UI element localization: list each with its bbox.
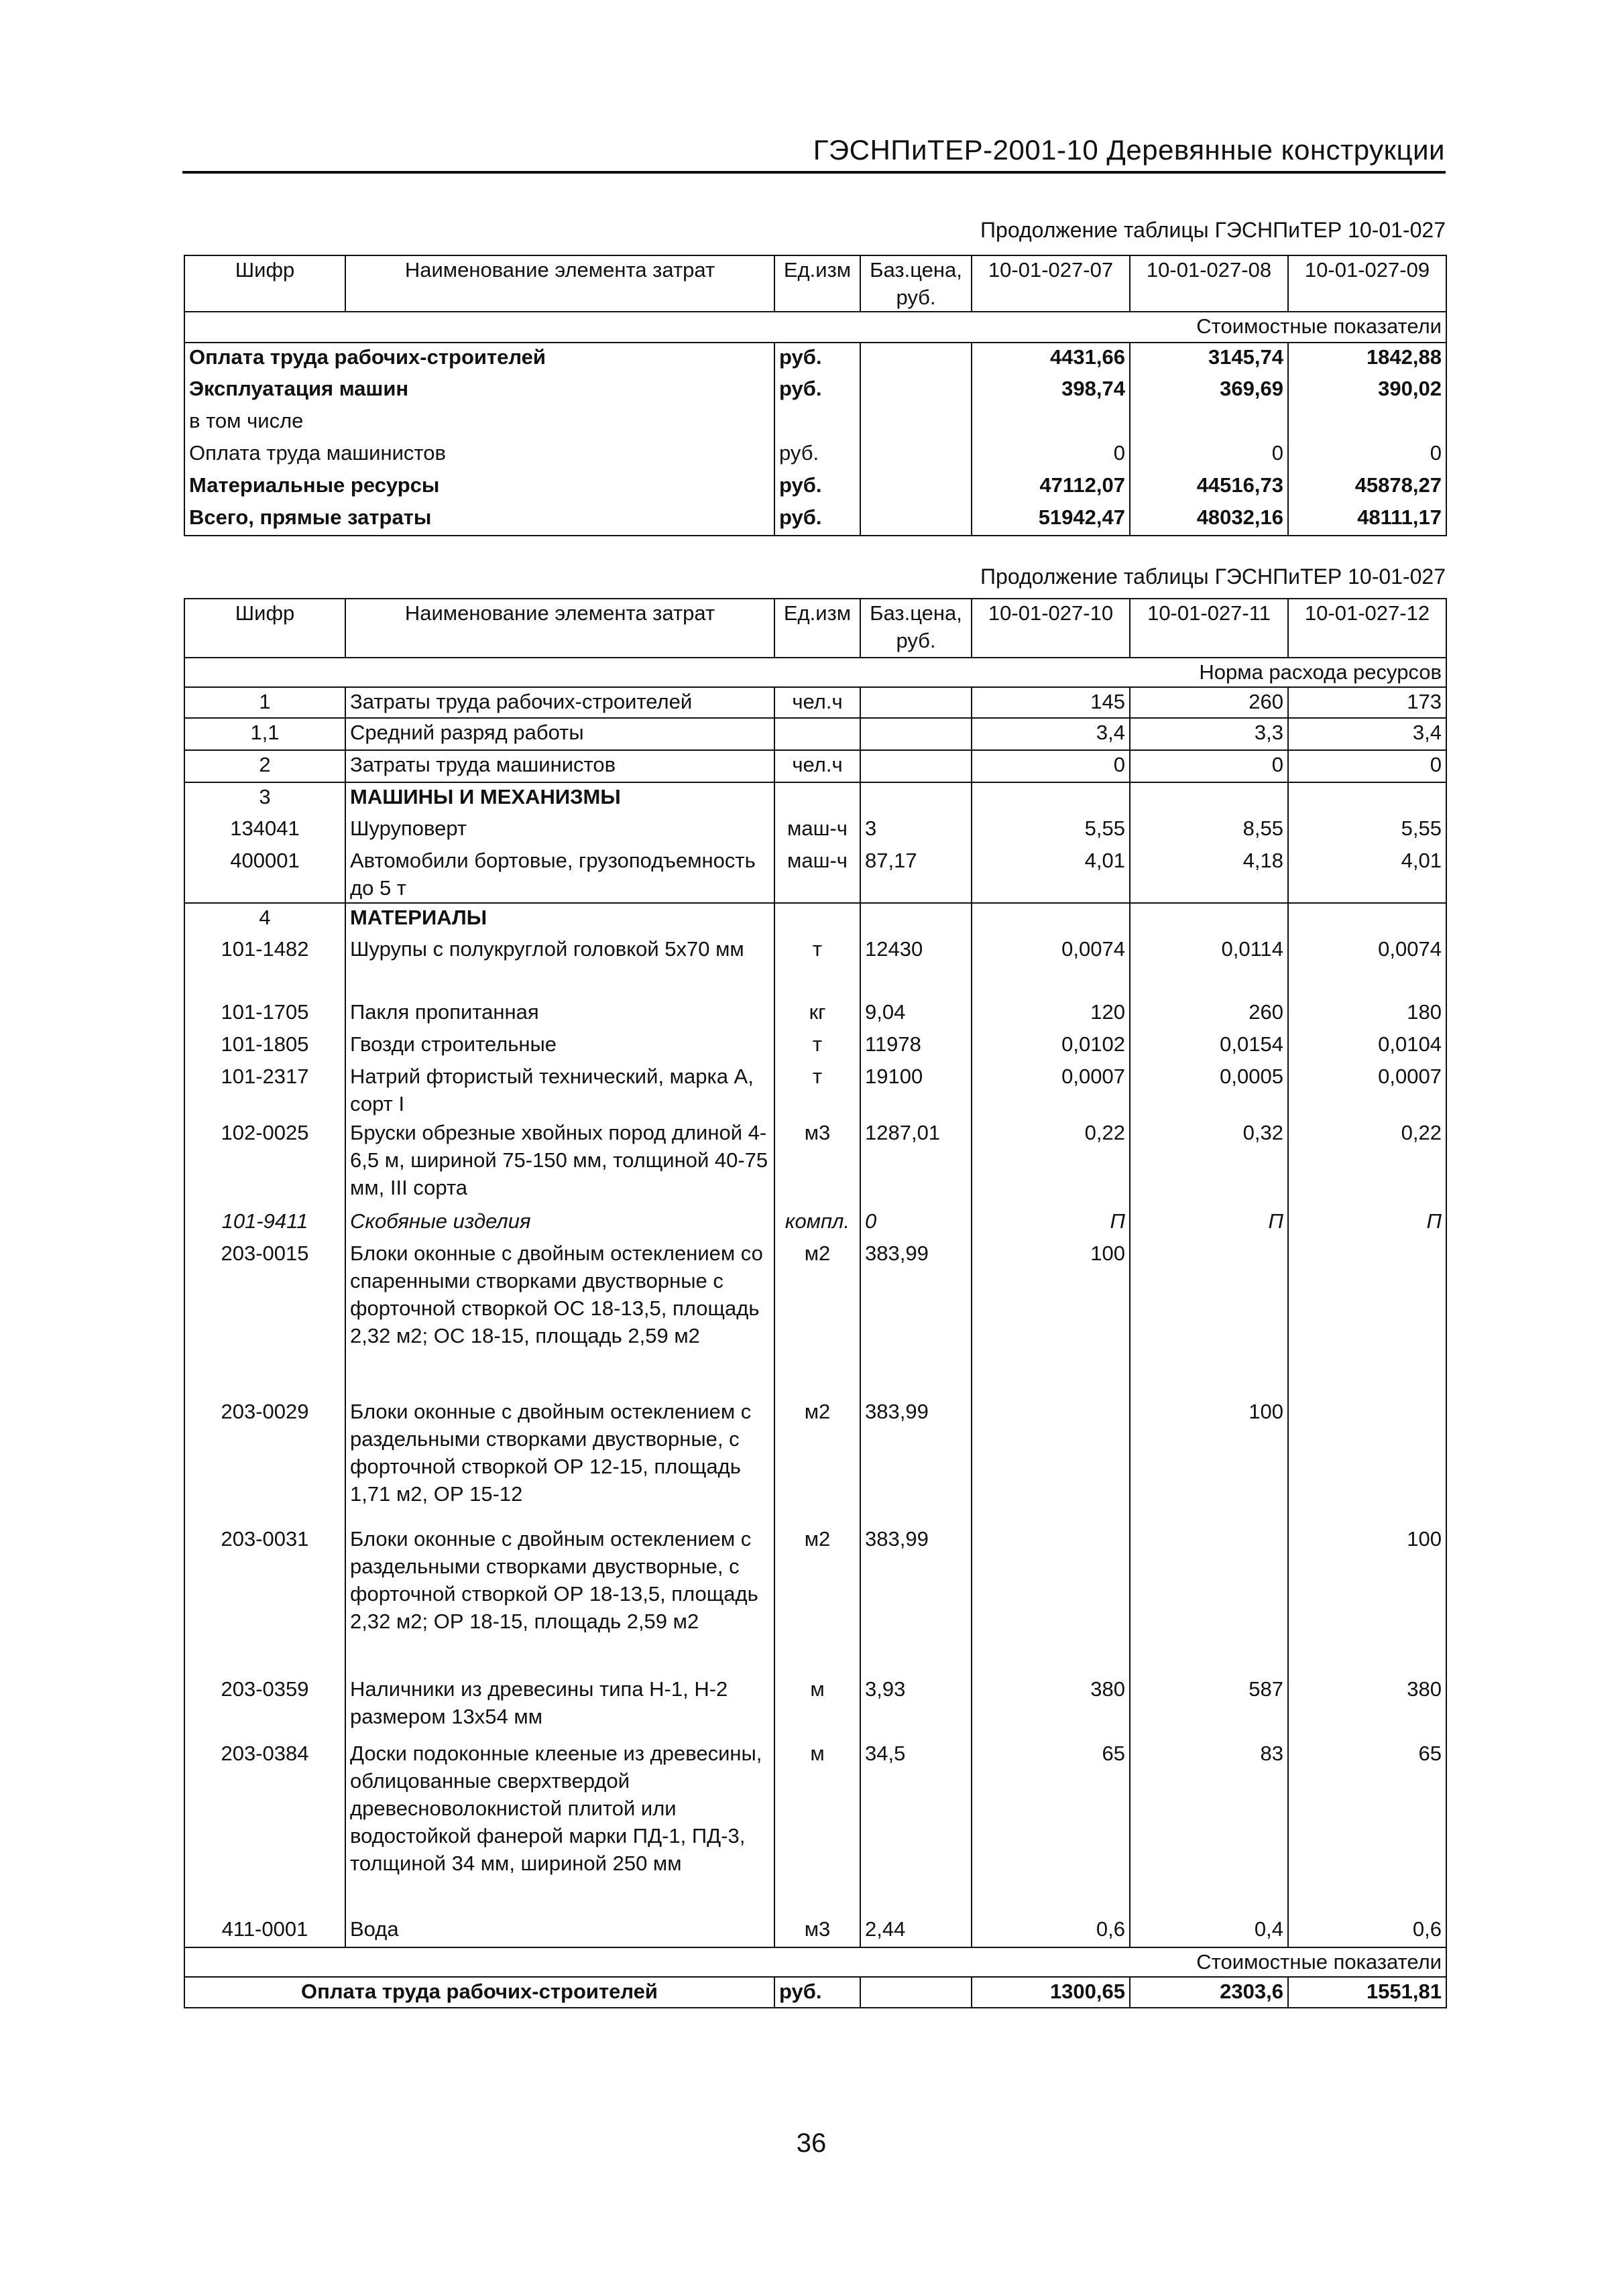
row-unit: м2 <box>774 1525 860 1675</box>
row-unit: кг <box>774 998 860 1030</box>
row-v2: 4,18 <box>1130 847 1288 903</box>
row-v3: 100 <box>1288 1525 1446 1675</box>
row-price: 383,99 <box>860 1398 972 1525</box>
row-unit: м2 <box>774 1240 860 1398</box>
row-name: Вода <box>345 1915 774 1947</box>
table2-band-row <box>184 658 1446 687</box>
col-header-unit: Ед.изм <box>774 599 860 658</box>
row-code: 4 <box>184 903 345 935</box>
row-unit <box>774 903 860 935</box>
row-unit: руб. <box>774 503 860 536</box>
row-unit: руб. <box>774 439 860 471</box>
row-v3: 0,0104 <box>1288 1030 1446 1063</box>
row-unit: компл. <box>774 1207 860 1240</box>
row-code: 2 <box>184 750 345 782</box>
table-row <box>184 687 1446 718</box>
row-v3 <box>1288 782 1446 814</box>
table2-total-row <box>184 1977 1446 2008</box>
row-v1: 380 <box>972 1675 1130 1740</box>
table-row <box>184 1525 1446 1675</box>
row-v3: 5,55 <box>1288 814 1446 847</box>
row-unit: чел.ч <box>774 750 860 782</box>
row-v1: 5,55 <box>972 814 1130 847</box>
row-v1: 0 <box>972 439 1130 471</box>
table2-band2-row <box>184 1947 1446 1977</box>
row-v3: 173 <box>1288 687 1446 718</box>
row-v2: 44516,73 <box>1130 471 1288 503</box>
row-price <box>860 718 972 750</box>
row-unit: м3 <box>774 1119 860 1207</box>
total-unit: руб. <box>774 1977 860 2008</box>
row-price <box>860 375 972 407</box>
row-v2 <box>1130 407 1288 439</box>
table1-header-row <box>184 255 1446 312</box>
row-price <box>860 687 972 718</box>
row-code: 203-0384 <box>184 1740 345 1915</box>
row-v2 <box>1130 1240 1288 1398</box>
row-name: Доски подоконные клееные из древесины, облицованные сверхтвердой древесноволокнистой плитой или водостойкой фанерой марки ПД-1, ПД-3, толщиной 34 мм, шириной 250 мм <box>345 1740 774 1915</box>
row-name: Блоки оконные с двойным остеклением со спаренными створками двустворные с форточной створкой ОС 18-13,5, площадь 2,32 м2; ОС 18-15, площадь 2,59 м2 <box>345 1240 774 1398</box>
row-price: 19100 <box>860 1063 972 1119</box>
row-unit <box>774 718 860 750</box>
row-v1: 145 <box>972 687 1130 718</box>
row-price <box>860 503 972 536</box>
row-v2: 0,0154 <box>1130 1030 1288 1063</box>
row-unit: м <box>774 1740 860 1915</box>
row-v1: 0,0102 <box>972 1030 1130 1063</box>
row-unit: руб. <box>774 375 860 407</box>
row-v3: 48111,17 <box>1288 503 1446 536</box>
row-v1 <box>972 1525 1130 1675</box>
col-header-c2: 10-01-027-11 <box>1130 599 1288 658</box>
table-row <box>184 998 1446 1030</box>
row-v2: 260 <box>1130 687 1288 718</box>
row-v1: 0,0074 <box>972 935 1130 998</box>
row-v3: 0,0074 <box>1288 935 1446 998</box>
document-header-title: ГЭСНПиТЕР-2001-10 Деревянные конструкции <box>813 134 1445 166</box>
row-name: Натрий фтористый технический, марка А, сорт I <box>345 1063 774 1119</box>
total-name: Оплата труда рабочих-строителей <box>184 1977 774 2008</box>
row-unit: т <box>774 935 860 998</box>
row-unit: м2 <box>774 1398 860 1525</box>
row-name: Блоки оконные с двойным остеклением с раздельными створками двустворные, с форточной створкой ОР 18-13,5, площадь 2,32 м2; ОР 18-15, площадь 2,59 м2 <box>345 1525 774 1675</box>
row-unit <box>774 782 860 814</box>
row-v1 <box>972 407 1130 439</box>
table-row <box>184 343 1446 375</box>
row-v3: 65 <box>1288 1740 1446 1915</box>
row-name: Наличники из древесины типа Н-1, Н-2 размером 13х54 мм <box>345 1675 774 1740</box>
table1-band-label: Стоимостные показатели <box>184 312 1446 343</box>
row-v3: 0 <box>1288 439 1446 471</box>
table-row <box>184 847 1446 903</box>
row-v1: 0 <box>972 750 1130 782</box>
col-header-unit: Ед.изм <box>774 255 860 312</box>
row-name: Оплата труда машинистов <box>184 439 774 471</box>
row-name: Шурупы с полукруглой головкой 5х70 мм <box>345 935 774 998</box>
row-v2: 48032,16 <box>1130 503 1288 536</box>
row-code: 203-0359 <box>184 1675 345 1740</box>
total-price <box>860 1977 972 2008</box>
table-row <box>184 407 1446 439</box>
row-name: Материальные ресурсы <box>184 471 774 503</box>
row-price: 0 <box>860 1207 972 1240</box>
row-v3: 0,6 <box>1288 1915 1446 1947</box>
col-header-name: Наименование элемента затрат <box>345 255 774 312</box>
table-row <box>184 471 1446 503</box>
row-unit <box>774 407 860 439</box>
row-v3: 4,01 <box>1288 847 1446 903</box>
row-v2: 8,55 <box>1130 814 1288 847</box>
row-price: 87,17 <box>860 847 972 903</box>
row-v1 <box>972 1398 1130 1525</box>
table-row <box>184 1030 1446 1063</box>
table-row <box>184 503 1446 536</box>
row-price <box>860 903 972 935</box>
table-row <box>184 1675 1446 1740</box>
row-v1: 51942,47 <box>972 503 1130 536</box>
row-v1: 3,4 <box>972 718 1130 750</box>
total-v3: 1551,81 <box>1288 1977 1446 2008</box>
table-row <box>184 1740 1446 1915</box>
row-name: Шуруповерт <box>345 814 774 847</box>
col-header-price: Баз.цена, руб. <box>860 599 972 658</box>
table1 <box>184 255 1447 536</box>
row-v3: 380 <box>1288 1675 1446 1740</box>
row-price: 3 <box>860 814 972 847</box>
row-v1: 47112,07 <box>972 471 1130 503</box>
row-price <box>860 407 972 439</box>
row-unit: м3 <box>774 1915 860 1947</box>
row-v2 <box>1130 903 1288 935</box>
row-v2: 100 <box>1130 1398 1288 1525</box>
row-price <box>860 782 972 814</box>
row-v2: П <box>1130 1207 1288 1240</box>
row-name: Затраты труда рабочих-строителей <box>345 687 774 718</box>
row-unit: м <box>774 1675 860 1740</box>
total-v2: 2303,6 <box>1130 1977 1288 2008</box>
row-v2: 3145,74 <box>1130 343 1288 375</box>
table-row <box>184 935 1446 998</box>
row-code: 102-0025 <box>184 1119 345 1207</box>
row-price: 11978 <box>860 1030 972 1063</box>
row-v1: 0,0007 <box>972 1063 1130 1119</box>
table-row <box>184 1119 1446 1207</box>
row-name: Всего, прямые затраты <box>184 503 774 536</box>
table-row <box>184 718 1446 750</box>
row-unit: т <box>774 1030 860 1063</box>
row-name: Средний разряд работы <box>345 718 774 750</box>
col-header-c3: 10-01-027-12 <box>1288 599 1446 658</box>
table-row <box>184 1915 1446 1947</box>
row-price: 383,99 <box>860 1240 972 1398</box>
row-v1 <box>972 903 1130 935</box>
row-price: 34,5 <box>860 1740 972 1915</box>
col-header-code: Шифр <box>184 255 345 312</box>
row-name: Эксплуатация машин <box>184 375 774 407</box>
header-rule <box>182 171 1446 174</box>
row-unit: чел.ч <box>774 687 860 718</box>
row-v1: 100 <box>972 1240 1130 1398</box>
row-code: 101-1705 <box>184 998 345 1030</box>
row-v3: 1842,88 <box>1288 343 1446 375</box>
row-v1: 65 <box>972 1740 1130 1915</box>
row-price <box>860 471 972 503</box>
table2-caption: Продолжение таблицы ГЭСНПиТЕР 10-01-027 <box>980 564 1446 589</box>
row-price <box>860 343 972 375</box>
table-row <box>184 1063 1446 1119</box>
row-name: МАТЕРИАЛЫ <box>345 903 774 935</box>
row-code: 203-0031 <box>184 1525 345 1675</box>
table2-band2-label: Стоимостные показатели <box>184 1947 1446 1977</box>
row-v1: П <box>972 1207 1130 1240</box>
col-header-price: Баз.цена, руб. <box>860 255 972 312</box>
row-code: 134041 <box>184 814 345 847</box>
row-code: 101-1482 <box>184 935 345 998</box>
row-v3: 0 <box>1288 750 1446 782</box>
table1-caption: Продолжение таблицы ГЭСНПиТЕР 10-01-027 <box>980 218 1446 242</box>
table-row <box>184 1398 1446 1525</box>
table-row <box>184 750 1446 782</box>
row-v3: 390,02 <box>1288 375 1446 407</box>
table2 <box>184 598 1447 2008</box>
table1-band-row <box>184 312 1446 343</box>
row-price <box>860 750 972 782</box>
row-v3 <box>1288 1398 1446 1525</box>
row-price: 12430 <box>860 935 972 998</box>
row-v1: 0,22 <box>972 1119 1130 1207</box>
row-v2 <box>1130 782 1288 814</box>
row-v2: 83 <box>1130 1740 1288 1915</box>
row-name: Блоки оконные с двойным остеклением с раздельными створками двустворные, с форточной створкой ОР 12-15, площадь 1,71 м2, ОР 15-12 <box>345 1398 774 1525</box>
row-unit: руб. <box>774 343 860 375</box>
row-code: 203-0015 <box>184 1240 345 1398</box>
row-v2: 0,4 <box>1130 1915 1288 1947</box>
row-price: 2,44 <box>860 1915 972 1947</box>
row-v2 <box>1130 1525 1288 1675</box>
table-row <box>184 1240 1446 1398</box>
row-v2: 0,0005 <box>1130 1063 1288 1119</box>
row-name: Затраты труда машинистов <box>345 750 774 782</box>
row-v2: 260 <box>1130 998 1288 1030</box>
col-header-c3: 10-01-027-09 <box>1288 255 1446 312</box>
row-v1: 4431,66 <box>972 343 1130 375</box>
row-v3 <box>1288 1240 1446 1398</box>
row-v2: 0,32 <box>1130 1119 1288 1207</box>
table-row <box>184 814 1446 847</box>
row-name: Гвозди строительные <box>345 1030 774 1063</box>
row-code: 101-1805 <box>184 1030 345 1063</box>
row-code: 1,1 <box>184 718 345 750</box>
row-price: 1287,01 <box>860 1119 972 1207</box>
row-v1: 120 <box>972 998 1130 1030</box>
row-unit: маш-ч <box>774 814 860 847</box>
row-unit: маш-ч <box>774 847 860 903</box>
row-price <box>860 439 972 471</box>
row-v3 <box>1288 903 1446 935</box>
row-v1: 0,6 <box>972 1915 1130 1947</box>
row-v2: 0 <box>1130 750 1288 782</box>
row-v2: 587 <box>1130 1675 1288 1740</box>
table2-band-label: Норма расхода ресурсов <box>184 658 1446 687</box>
row-v3: П <box>1288 1207 1446 1240</box>
row-name: МАШИНЫ И МЕХАНИЗМЫ <box>345 782 774 814</box>
row-v3 <box>1288 407 1446 439</box>
col-header-c1: 10-01-027-10 <box>972 599 1130 658</box>
row-v1 <box>972 782 1130 814</box>
row-name: Пакля пропитанная <box>345 998 774 1030</box>
row-unit: т <box>774 1063 860 1119</box>
row-v1: 398,74 <box>972 375 1130 407</box>
row-name: Оплата труда рабочих-строителей <box>184 343 774 375</box>
row-v3: 180 <box>1288 998 1446 1030</box>
table-row <box>184 903 1446 935</box>
row-code: 411-0001 <box>184 1915 345 1947</box>
row-code: 101-2317 <box>184 1063 345 1119</box>
row-price: 383,99 <box>860 1525 972 1675</box>
row-code: 1 <box>184 687 345 718</box>
row-v3: 0,0007 <box>1288 1063 1446 1119</box>
row-name: Скобяные изделия <box>345 1207 774 1240</box>
row-v2: 369,69 <box>1130 375 1288 407</box>
row-v3: 45878,27 <box>1288 471 1446 503</box>
row-v3: 3,4 <box>1288 718 1446 750</box>
col-header-c2: 10-01-027-08 <box>1130 255 1288 312</box>
row-unit: руб. <box>774 471 860 503</box>
table-row <box>184 1207 1446 1240</box>
row-name: Бруски обрезные хвойных пород длиной 4-6,5 м, шириной 75-150 мм, толщиной 40-75 мм, III сорта <box>345 1119 774 1207</box>
total-v1: 1300,65 <box>972 1977 1130 2008</box>
col-header-c1: 10-01-027-07 <box>972 255 1130 312</box>
page-number: 36 <box>796 2128 827 2158</box>
col-header-code: Шифр <box>184 599 345 658</box>
row-price: 9,04 <box>860 998 972 1030</box>
row-code: 400001 <box>184 847 345 903</box>
row-name: в том числе <box>184 407 774 439</box>
row-v1: 4,01 <box>972 847 1130 903</box>
table-row <box>184 782 1446 814</box>
row-code: 3 <box>184 782 345 814</box>
row-v2: 0 <box>1130 439 1288 471</box>
row-v2: 3,3 <box>1130 718 1288 750</box>
table-row <box>184 375 1446 407</box>
row-code: 101-9411 <box>184 1207 345 1240</box>
col-header-name: Наименование элемента затрат <box>345 599 774 658</box>
table-row <box>184 439 1446 471</box>
row-name: Автомобили бортовые, грузоподъемность до 5 т <box>345 847 774 903</box>
row-price: 3,93 <box>860 1675 972 1740</box>
table2-header-row <box>184 599 1446 658</box>
row-code: 203-0029 <box>184 1398 345 1525</box>
row-v2: 0,0114 <box>1130 935 1288 998</box>
row-v3: 0,22 <box>1288 1119 1446 1207</box>
